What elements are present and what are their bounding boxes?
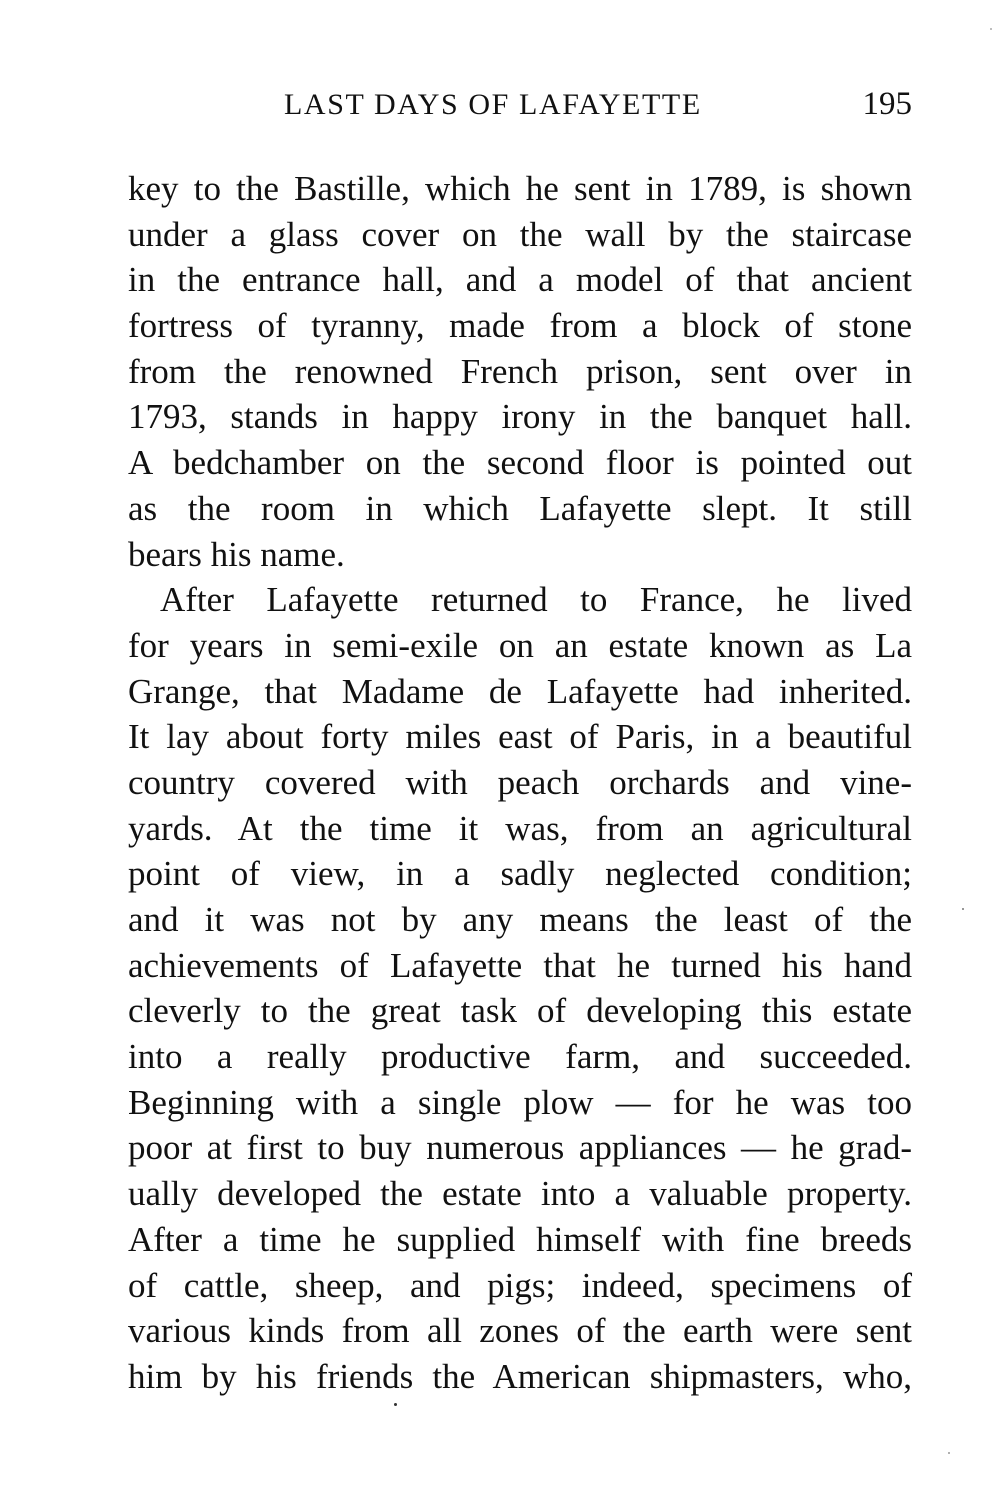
- text-line: fortress of tyranny, made from a block of stone: [128, 306, 912, 346]
- text-line: him by his friends the American shipmasters, who,: [128, 1356, 912, 1396]
- text-line: from the renowned French prison, sent over in: [128, 351, 912, 391]
- print-speck: [962, 908, 964, 910]
- text-line: country covered with peach orchards and vine-: [128, 762, 912, 802]
- running-head: [128, 82, 912, 132]
- text-line: for years in semi-exile on an estate known as La: [128, 625, 912, 665]
- text-line: A bedchamber on the second floor is pointed out: [128, 443, 912, 483]
- print-speck: [394, 1403, 397, 1406]
- text-line: as the room in which Lafayette slept. It still: [128, 488, 912, 528]
- print-speck: [948, 1452, 950, 1454]
- text-line: 1793, stands in happy irony in the banquet hall.: [128, 397, 912, 437]
- text-line: achievements of Lafayette that he turned his hand: [128, 945, 912, 985]
- text-line: It lay about forty miles east of Paris, in a beautiful: [128, 717, 912, 757]
- running-title: LAST DAYS OF LAFAYETTE: [284, 88, 702, 121]
- text-line: poor at first to buy numerous appliances — he grad-: [128, 1128, 912, 1168]
- paragraph-2: [128, 577, 912, 1399]
- text-line: into a really productive farm, and succeeded.: [128, 1037, 912, 1077]
- page-number: 195: [862, 86, 912, 122]
- text-line: various kinds from all zones of the earth were sent: [128, 1311, 912, 1351]
- text-line: under a glass cover on the wall by the staircase: [128, 214, 912, 254]
- text-line: key to the Bastille, which he sent in 1789, is shown: [128, 169, 912, 208]
- text-line: in the entrance hall, and a model of that ancient: [128, 260, 912, 300]
- text-line: After a time he supplied himself with fine breeds: [128, 1219, 912, 1259]
- text-line: cleverly to the great task of developing this estate: [128, 991, 912, 1031]
- text-line: Grange, that Madame de Lafayette had inherited.: [128, 671, 912, 711]
- text-line: ually developed the estate into a valuable property.: [128, 1174, 912, 1214]
- body-text: [128, 166, 912, 1400]
- text-line: point of view, in a sadly neglected condition;: [128, 854, 912, 894]
- text-line: and it was not by any means the least of the: [128, 900, 912, 939]
- text-line: bears his name.: [128, 534, 345, 574]
- text-line: Beginning with a single plow — for he was too: [128, 1082, 912, 1122]
- text-line: of cattle, sheep, and pigs; indeed, specimens of: [128, 1265, 912, 1305]
- text-line: After Lafayette returned to France, he lived: [160, 580, 912, 620]
- text-line: yards. At the time it was, from an agricultural: [128, 808, 912, 848]
- print-speck: [990, 28, 992, 30]
- paragraph-1: [128, 166, 912, 577]
